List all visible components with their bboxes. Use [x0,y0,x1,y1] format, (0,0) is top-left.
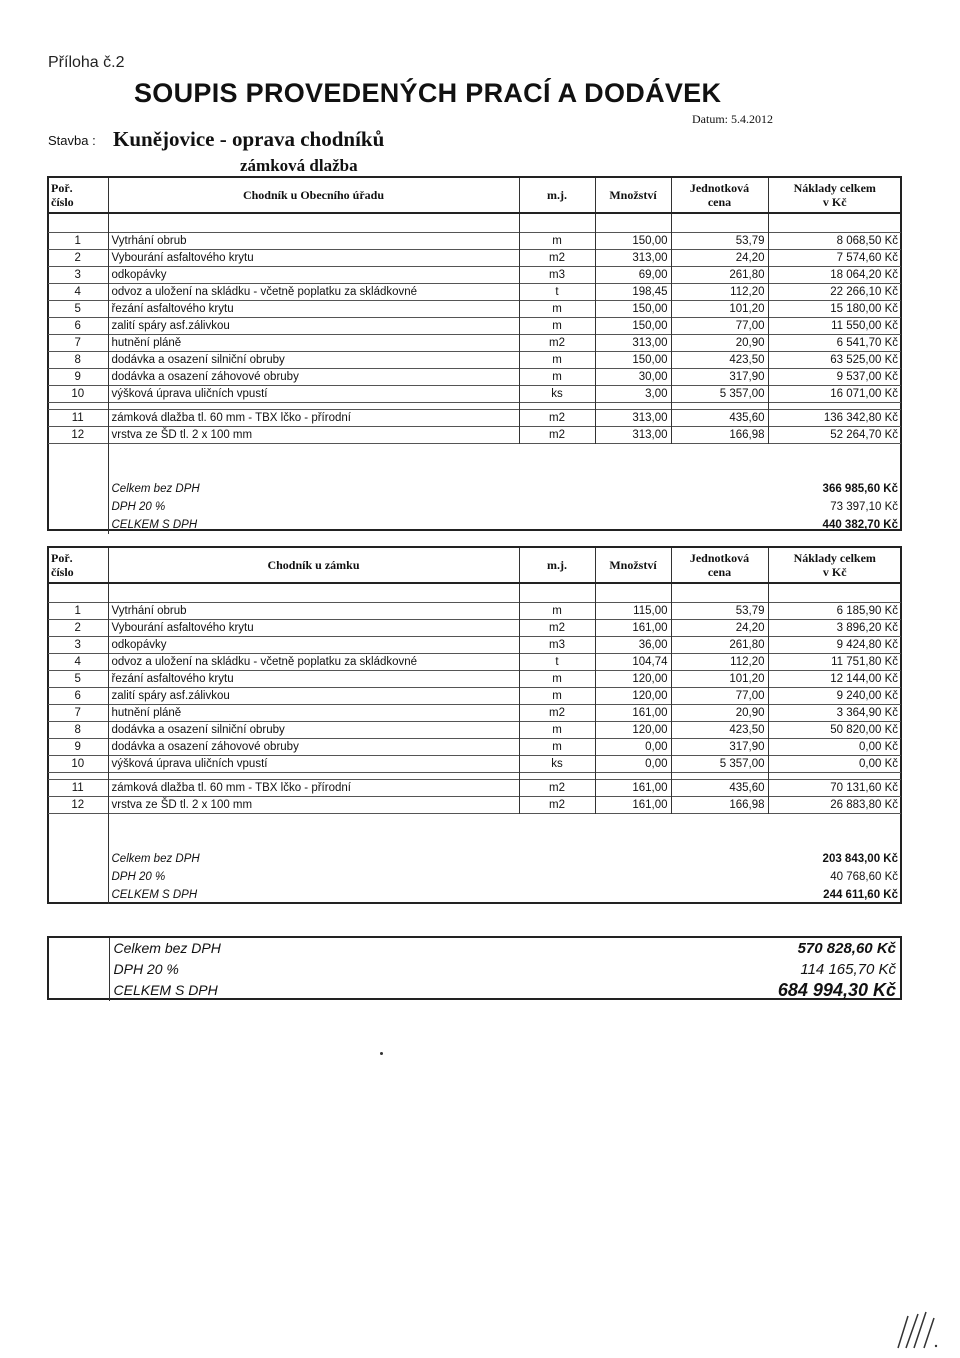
row-description: výšková úprava uličních vpustí [108,756,519,773]
header-unit: m.j. [519,548,595,583]
row-description: Vybourání asfaltového krytu [108,620,519,637]
row-unit-price: 435,60 [671,410,768,427]
header-por: Poř. číslo [48,178,108,213]
row-unit-price: 20,90 [671,705,768,722]
section2-row [48,620,901,637]
row-total: 9 537,00 Kč [768,369,901,386]
row-number: 4 [48,284,108,301]
section2-gross-value: 244 611,60 Kč [823,889,898,901]
row-total: 0,00 Kč [768,756,901,773]
row-unit-price: 317,90 [671,739,768,756]
section2-row [48,654,901,671]
row-total: 70 131,60 Kč [768,780,901,797]
row-number: 2 [48,620,108,637]
row-quantity: 161,00 [595,705,671,722]
document-subtitle: zámková dlažba [240,156,358,175]
row-unit: m [519,688,595,705]
row-unit: m [519,603,595,620]
row-unit: m [519,722,595,739]
row-description: dodávka a osazení silniční obruby [108,352,519,369]
row-description: odvoz a uložení na skládku - včetně poplatku za skládkovné [108,284,519,301]
section2-row [48,671,901,688]
row-number: 10 [48,386,108,403]
section2-net-label: Celkem bez DPH [108,850,519,868]
section2-row [48,688,901,705]
row-quantity: 150,00 [595,233,671,250]
row-number: 5 [48,671,108,688]
row-quantity: 161,00 [595,780,671,797]
row-description: Vybourání asfaltového krytu [108,250,519,267]
row-unit: m [519,233,595,250]
section2-name: Chodník u zámku [108,548,519,583]
row-unit: m [519,352,595,369]
row-number: 11 [48,410,108,427]
row-number: 9 [48,739,108,756]
row-total: 15 180,00 Kč [768,301,901,318]
row-quantity: 198,45 [595,284,671,301]
row-description: vrstva ze ŠD tl. 2 x 100 mm [108,427,519,444]
section2-net-value: 203 843,00 Kč [822,853,898,865]
document-title: SOUPIS PROVEDENÝCH PRACÍ A DODÁVEK [134,78,722,108]
row-unit-price: 77,00 [671,688,768,705]
grand-net-label: Celkem bez DPH [109,938,669,959]
row-number: 7 [48,335,108,352]
row-unit-price: 53,79 [671,603,768,620]
row-unit-price: 423,50 [671,352,768,369]
grand-total-table [49,938,900,1001]
row-number: 7 [48,705,108,722]
section1-row [48,267,901,284]
row-unit-price: 20,90 [671,335,768,352]
row-quantity: 0,00 [595,756,671,773]
row-unit-price: 261,80 [671,267,768,284]
row-unit-price: 24,20 [671,250,768,267]
row-quantity: 104,74 [595,654,671,671]
header-por: Poř. číslo [48,548,108,583]
row-total: 9 424,80 Kč [768,637,901,654]
section2-row [48,739,901,756]
row-quantity: 120,00 [595,671,671,688]
row-quantity: 0,00 [595,739,671,756]
row-unit-price: 24,20 [671,620,768,637]
section2-row [48,797,901,814]
row-total: 8 068,50 Kč [768,233,901,250]
row-description: odkopávky [108,637,519,654]
row-number: 11 [48,780,108,797]
row-number: 6 [48,688,108,705]
section1-header [48,178,901,213]
grand-gross-value: 684 994,30 Kč [777,980,896,1000]
row-unit: m3 [519,267,595,284]
section1-gross-label: CELKEM S DPH [108,516,519,534]
row-unit: ks [519,386,595,403]
row-number: 2 [48,250,108,267]
row-unit-price: 53,79 [671,233,768,250]
section1-row [48,318,901,335]
row-description: hutnění pláně [108,705,519,722]
row-number: 8 [48,352,108,369]
row-total: 3 364,90 Kč [768,705,901,722]
row-description: odvoz a uložení na skládku - včetně poplatku za skládkovné [108,654,519,671]
section1-row [48,410,901,427]
row-total: 52 264,70 Kč [768,427,901,444]
row-quantity: 115,00 [595,603,671,620]
row-total: 11 751,80 Kč [768,654,901,671]
row-description: Vytrhání obrub [108,233,519,250]
section2-header [48,548,901,583]
row-unit-price: 101,20 [671,671,768,688]
row-description: řezání asfaltového krytu [108,301,519,318]
row-unit: m [519,318,595,335]
row-unit: m2 [519,335,595,352]
row-unit: ks [519,756,595,773]
grand-vat-label: DPH 20 % [109,959,669,980]
row-unit-price: 5 357,00 [671,386,768,403]
row-description: hutnění pláně [108,335,519,352]
header-price: Jednotková cena [671,548,768,583]
section2-row [48,603,901,620]
row-total: 6 185,90 Kč [768,603,901,620]
row-quantity: 120,00 [595,722,671,739]
section2-gross-label: CELKEM S DPH [108,886,519,904]
attachment-label: Příloha č.2 [48,54,125,71]
row-unit: t [519,654,595,671]
row-description: odkopávky [108,267,519,284]
row-total: 26 883,80 Kč [768,797,901,814]
section2-row [48,780,901,797]
section1-row [48,369,901,386]
row-quantity: 150,00 [595,352,671,369]
signature-mark [894,1308,940,1352]
row-quantity: 36,00 [595,637,671,654]
row-total: 11 550,00 Kč [768,318,901,335]
section1-row [48,335,901,352]
row-total: 0,00 Kč [768,739,901,756]
section2-vat-value: 40 768,60 Kč [830,871,898,883]
header-unit: m.j. [519,178,595,213]
row-description: zalití spáry asf.zálivkou [108,688,519,705]
row-quantity: 150,00 [595,301,671,318]
row-quantity: 313,00 [595,335,671,352]
row-description: zámková dlažba tl. 60 mm - TBX lčko - přírodní [108,780,519,797]
section1-net-label: Celkem bez DPH [108,480,519,498]
section1-row [48,427,901,444]
row-unit-price: 423,50 [671,722,768,739]
row-unit-price: 261,80 [671,637,768,654]
row-unit: m2 [519,250,595,267]
row-number: 12 [48,797,108,814]
row-total: 9 240,00 Kč [768,688,901,705]
row-unit: m [519,301,595,318]
row-unit-price: 166,98 [671,427,768,444]
row-unit-price: 5 357,00 [671,756,768,773]
row-description: zámková dlažba tl. 60 mm - TBX lčko - přírodní [108,410,519,427]
row-number: 5 [48,301,108,318]
section1-row [48,284,901,301]
row-number: 12 [48,427,108,444]
row-total: 6 541,70 Kč [768,335,901,352]
row-number: 1 [48,603,108,620]
row-unit: m2 [519,620,595,637]
row-unit: m [519,739,595,756]
row-description: dodávka a osazení silniční obruby [108,722,519,739]
row-quantity: 120,00 [595,688,671,705]
row-total: 22 266,10 Kč [768,284,901,301]
row-description: výšková úprava uličních vpustí [108,386,519,403]
section2-row [48,637,901,654]
section1-vat-label: DPH 20 % [108,498,519,516]
row-quantity: 3,00 [595,386,671,403]
row-unit: m2 [519,780,595,797]
row-number: 10 [48,756,108,773]
stray-dot [380,1052,383,1055]
section1-vat-value: 73 397,10 Kč [830,501,898,513]
section1-net-value: 366 985,60 Kč [822,483,898,495]
row-total: 3 896,20 Kč [768,620,901,637]
row-unit: m2 [519,410,595,427]
row-description: dodávka a osazení záhovové obruby [108,739,519,756]
row-description: Vytrhání obrub [108,603,519,620]
row-description: dodávka a osazení záhovové obruby [108,369,519,386]
row-number: 6 [48,318,108,335]
stavba-label: Stavba : [48,133,96,148]
row-unit: m2 [519,427,595,444]
document-date: Datum: 5.4.2012 [692,112,773,126]
section1-gross-value: 440 382,70 Kč [822,519,898,531]
header-qty: Množství [595,548,671,583]
row-total: 18 064,20 Kč [768,267,901,284]
section1-name: Chodník u Obecního úřadu [108,178,519,213]
grand-net-value: 570 828,60 Kč [797,940,896,957]
row-number: 3 [48,267,108,284]
section1-row [48,301,901,318]
row-unit: m [519,671,595,688]
row-quantity: 30,00 [595,369,671,386]
row-unit: m [519,369,595,386]
stavba-value: Kunějovice - oprava chodníků [113,127,385,151]
row-unit: t [519,284,595,301]
row-unit: m2 [519,797,595,814]
row-number: 4 [48,654,108,671]
row-total: 50 820,00 Kč [768,722,901,739]
grand-vat-value: 114 165,70 Kč [800,961,896,978]
row-unit-price: 112,20 [671,284,768,301]
section2-table [48,548,901,904]
header-total: Náklady celkem v Kč [768,178,901,213]
row-number: 1 [48,233,108,250]
section1-row [48,386,901,403]
row-quantity: 69,00 [595,267,671,284]
section1-row [48,233,901,250]
header-price: Jednotková cena [671,178,768,213]
section1-table [48,178,901,534]
row-unit-price: 77,00 [671,318,768,335]
row-description: řezání asfaltového krytu [108,671,519,688]
row-quantity: 313,00 [595,427,671,444]
row-quantity: 313,00 [595,250,671,267]
row-total: 7 574,60 Kč [768,250,901,267]
row-total: 136 342,80 Kč [768,410,901,427]
section2-row [48,722,901,739]
row-number: 8 [48,722,108,739]
header-total: Náklady celkem v Kč [768,548,901,583]
row-quantity: 150,00 [595,318,671,335]
section2-row [48,705,901,722]
row-unit-price: 166,98 [671,797,768,814]
row-number: 9 [48,369,108,386]
row-total: 16 071,00 Kč [768,386,901,403]
section2-vat-label: DPH 20 % [108,868,519,886]
row-description: zalití spáry asf.zálivkou [108,318,519,335]
row-description: vrstva ze ŠD tl. 2 x 100 mm [108,797,519,814]
row-unit: m3 [519,637,595,654]
row-unit-price: 112,20 [671,654,768,671]
header-qty: Množství [595,178,671,213]
row-quantity: 161,00 [595,620,671,637]
row-unit-price: 435,60 [671,780,768,797]
section1-row [48,352,901,369]
row-quantity: 313,00 [595,410,671,427]
section1-row [48,250,901,267]
row-unit-price: 317,90 [671,369,768,386]
row-number: 3 [48,637,108,654]
section2-row [48,756,901,773]
row-total: 63 525,00 Kč [768,352,901,369]
grand-gross-label: CELKEM S DPH [109,980,669,1001]
row-quantity: 161,00 [595,797,671,814]
row-unit-price: 101,20 [671,301,768,318]
row-unit: m2 [519,705,595,722]
row-total: 12 144,00 Kč [768,671,901,688]
